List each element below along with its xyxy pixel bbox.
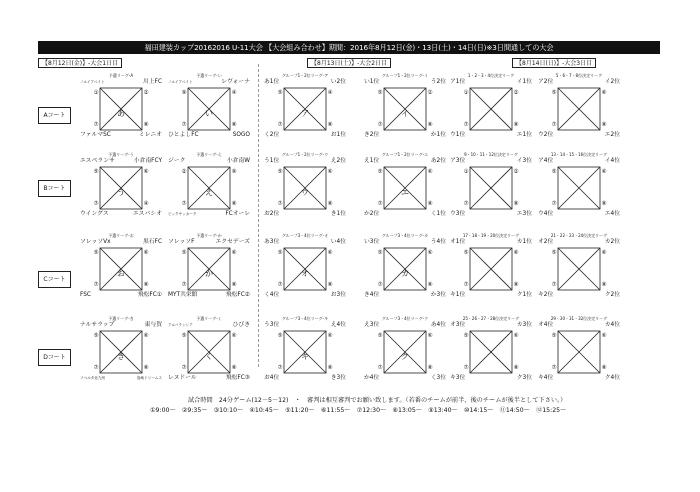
slot-number: ⑧	[513, 282, 519, 288]
court-a-label: Aコート	[38, 107, 71, 124]
team-top-right: い4位	[330, 239, 346, 245]
match-block	[166, 316, 252, 383]
match-block	[262, 233, 348, 300]
slot-number: ⑧	[231, 282, 237, 288]
match-header: グループ3・4位リーグ-オ	[281, 233, 329, 238]
slot-number: ⑧	[143, 122, 149, 128]
team-top-right: え2位	[330, 158, 346, 164]
slot-number: ⑥	[601, 333, 607, 339]
team-bottom-left: キ1位	[450, 292, 466, 298]
court-b-label: Bコート	[38, 180, 71, 197]
slot-number: ⑤	[277, 250, 283, 256]
team-top-left: ア3位	[450, 158, 466, 164]
team-top-right: レヴォーナ	[221, 79, 250, 85]
team-top-left: あ3位	[264, 239, 280, 245]
team-top-left: オ2位	[538, 239, 554, 245]
slot-number: ⑤	[181, 250, 187, 256]
team-bottom-left: ソベルタ北九州	[80, 376, 106, 380]
team-bottom-right: 飛松FC③	[225, 375, 250, 381]
slot-number: ⑦	[277, 282, 283, 288]
team-bottom-right: 飛松FC②	[225, 292, 250, 298]
slot-number: ⑧	[601, 122, 607, 128]
slot-number: ⑧	[143, 282, 149, 288]
slot-number: ⑦	[551, 201, 557, 207]
team-bottom-left: ピックサッカーク	[168, 212, 197, 216]
team-bottom-right: エ1位	[516, 132, 532, 138]
match-block	[536, 152, 622, 219]
group-letter: き	[117, 352, 125, 361]
slot-number: ⑧	[327, 365, 333, 371]
slot-number: ⑥	[327, 333, 333, 339]
team-bottom-left: ひとよしFC	[168, 132, 199, 138]
slot-number: ⑧	[427, 282, 433, 288]
match-header: グループ1・2位リーグ-イ	[381, 73, 429, 78]
match-header: 予選リーグ-う	[108, 152, 134, 157]
slot-number: ⑧	[143, 365, 149, 371]
match-block	[262, 73, 348, 140]
team-bottom-right: き1位	[330, 211, 346, 217]
match-header: 予選リーグ-い	[196, 73, 222, 78]
slot-number: ⑧	[601, 365, 607, 371]
team-bottom-left: キ2位	[538, 292, 554, 298]
team-bottom-right: ク3位	[516, 375, 532, 381]
slot-number: ⑨	[231, 169, 237, 175]
slot-number: ⑥	[143, 250, 149, 256]
team-bottom-left: か2位	[364, 211, 380, 217]
team-bottom-right: エスパシオ	[133, 211, 162, 217]
team-bottom-left: ウ1位	[450, 132, 466, 138]
match-header: 1・2・3・4位決定リーグ	[467, 73, 515, 78]
slot-number: ⑧	[427, 365, 433, 371]
team-top-left: ア1位	[450, 79, 466, 85]
team-top-left: い3位	[364, 239, 380, 245]
team-top-right: イ3位	[516, 158, 532, 164]
slot-number: ②	[181, 169, 187, 175]
slot-number: ⑦	[463, 201, 469, 207]
match-block	[448, 233, 534, 300]
team-top-left: ア4位	[538, 158, 554, 164]
slot-number: ②	[513, 169, 519, 175]
group-letter: オ	[301, 269, 309, 278]
slot-number: ⑧	[513, 365, 519, 371]
team-top-left: ナルサラップ	[80, 322, 115, 328]
team-bottom-left: く4位	[264, 292, 280, 298]
day2-label: 【8月13日(土)】-大会2日目	[307, 58, 391, 68]
team-top-left: い1位	[364, 79, 380, 85]
team-top-left: アルバランシア	[168, 323, 193, 327]
team-bottom-right: エ4位	[604, 211, 620, 217]
match-block	[78, 316, 164, 383]
group-letter: え	[205, 188, 213, 197]
match-block	[362, 152, 448, 219]
slot-number: ④	[327, 90, 333, 96]
slot-number: ⑤	[551, 169, 557, 175]
slot-number: ⑤	[551, 250, 557, 256]
team-bottom-left: ウイングス	[80, 211, 109, 217]
slot-number: ⑤	[93, 169, 99, 175]
match-header: グループ3・4位リーグ-カ	[381, 233, 429, 238]
match-header: 25・26・27・28位決定リーグ	[462, 316, 520, 321]
slot-number: ⑦	[551, 282, 557, 288]
team-bottom-right: FCオーレ	[225, 211, 250, 217]
team-top-right: イ2位	[604, 79, 620, 85]
team-bottom-left: FSC	[80, 292, 91, 298]
team-bottom-right: エ2位	[604, 132, 620, 138]
slot-number: ⑦	[377, 201, 383, 207]
slot-number: ②	[143, 90, 149, 96]
team-bottom-left: キ3位	[450, 375, 466, 381]
match-block	[166, 152, 252, 219]
team-top-right: カ2位	[604, 239, 620, 245]
slot-number: ⑦	[277, 365, 283, 371]
team-bottom-right: SOGO	[232, 132, 250, 138]
slot-number: ⑤	[463, 250, 469, 256]
team-top-left: ソレッソVx	[80, 239, 111, 245]
group-letter: く	[205, 352, 213, 361]
match-header: 予選リーグ-く	[196, 316, 222, 321]
team-bottom-left: き2位	[364, 132, 380, 138]
day1-label: 【8月12日(金)】-大会1日目	[38, 58, 122, 68]
team-top-right: イ1位	[516, 79, 532, 85]
slot-number: ⑤	[377, 333, 383, 339]
slot-number: ⑨	[181, 90, 187, 96]
match-block	[262, 316, 348, 383]
team-bottom-left: か4位	[364, 375, 380, 381]
team-top-left: え3位	[364, 322, 380, 328]
group-letter: カ	[401, 269, 409, 278]
team-bottom-right: ク2位	[604, 292, 620, 298]
slot-number: ⑧	[231, 365, 237, 371]
slot-number: ⑦	[551, 365, 557, 371]
slot-number: ⑦	[181, 282, 187, 288]
slot-number: ④	[231, 90, 237, 96]
group-letter: エ	[401, 188, 409, 197]
slot-number: ⑧	[427, 201, 433, 207]
match-block	[78, 233, 164, 300]
match-header: グループ1・2位リーグ-ア	[281, 73, 329, 78]
slot-number: ⑤	[277, 169, 283, 175]
team-top-right: 小倉南W	[226, 158, 250, 164]
slot-number: ⑦	[277, 122, 283, 128]
team-bottom-left: ウ4位	[538, 211, 554, 217]
match-block	[448, 73, 534, 140]
team-top-left: ソレッソF	[168, 239, 195, 245]
team-bottom-right: ク1位	[516, 292, 532, 298]
slot-number: ⑥	[601, 90, 607, 96]
slot-number: ⑦	[93, 122, 99, 128]
slot-number: ⑧	[513, 201, 519, 207]
slot-number: ⑧	[231, 201, 237, 207]
court-d-label: Dコート	[38, 349, 71, 366]
slot-number: ⑦	[181, 122, 187, 128]
match-header: 予選リーグ-お	[108, 233, 134, 238]
team-bottom-right: 飛松FC①	[137, 292, 162, 298]
match-header: グループ1・2位リーグ-ウ	[281, 152, 329, 157]
match-block	[536, 233, 622, 300]
slot-number: ⑦	[181, 201, 187, 207]
match-header: 予選リーグ-え	[196, 152, 222, 157]
footer-schedule: ①9:00～ ②9:35～ ③10:10～ ④10:45～ ⑤11:20～ ⑥11:55～ ⑦12:30～ ⑧13:05～ ⑨13:40～ ⑩14:15～ ⑪14:50～ ⑫15:25～	[150, 407, 567, 414]
match-header: 予選リーグ-き	[108, 316, 134, 321]
slot-number: ⑧	[327, 201, 333, 207]
team-top-left: オ1位	[450, 239, 466, 245]
slot-number: ②	[427, 90, 433, 96]
group-letter: あ	[117, 109, 125, 118]
team-top-right: カ1位	[516, 239, 532, 245]
team-top-right: イ4位	[604, 158, 620, 164]
day-divider	[258, 64, 259, 367]
group-letter: イ	[401, 109, 409, 118]
slot-number: ②	[513, 90, 519, 96]
slot-number: ⑤	[377, 250, 383, 256]
group-letter: ア	[301, 109, 309, 118]
team-bottom-right: エ3位	[516, 211, 532, 217]
team-bottom-right: お1位	[330, 132, 346, 138]
slot-number: ⑤	[277, 90, 283, 96]
team-top-left: ノルイアベイト	[168, 80, 193, 84]
team-bottom-left: MYT共栄館	[168, 292, 198, 298]
slot-number: ⑧	[601, 201, 607, 207]
footer-rules: 試合時間 24分ゲーム(12－5－12) ・ 審判は相互審判でお願い致します。（若番のチームが前半、後のチームが後半として下さい。）	[188, 397, 567, 404]
team-top-left: ノルイアベイト	[80, 80, 105, 84]
slot-number: ⑥	[427, 333, 433, 339]
slot-number: ⑥	[327, 250, 333, 256]
court-c-label: Cコート	[38, 271, 71, 288]
group-letter: お	[117, 269, 125, 278]
slot-number: ④	[143, 201, 149, 207]
match-block	[262, 152, 348, 219]
slot-number: ⑧	[327, 282, 333, 288]
match-block	[166, 233, 252, 300]
slot-number: ⑥	[327, 169, 333, 175]
slot-number: ⑧	[427, 122, 433, 128]
team-bottom-right: く3位	[430, 375, 446, 381]
match-header: 予選リーグ-A	[108, 73, 134, 78]
team-bottom-right: き3位	[330, 375, 346, 381]
slot-number: ⑦	[551, 122, 557, 128]
team-top-right: う4位	[430, 239, 446, 245]
group-letter: ク	[401, 352, 409, 361]
match-header: 予選リーグ-か	[196, 233, 222, 238]
team-top-left: オ3位	[450, 322, 466, 328]
slot-number: ⑤	[377, 90, 383, 96]
match-block	[78, 152, 164, 219]
match-header: 29・30・31・32位決定リーグ	[550, 316, 608, 321]
team-bottom-right: か3位	[430, 292, 446, 298]
team-top-right: 川上FC	[143, 79, 162, 85]
slot-number: ⑧	[601, 282, 607, 288]
slot-number: ⑥	[427, 169, 433, 175]
team-bottom-left: お2位	[264, 211, 280, 217]
match-header: 21・22・23・24位決定リーグ	[550, 233, 608, 238]
slot-number: ⑤	[463, 333, 469, 339]
slot-number: ⑦	[93, 201, 99, 207]
team-bottom-right: 島崎ドリームス	[136, 376, 162, 380]
team-bottom-left: キ4位	[538, 375, 554, 381]
team-top-right: エクセデーズ	[215, 239, 250, 245]
team-top-left: う3位	[264, 322, 280, 328]
team-top-left: え1位	[364, 158, 380, 164]
team-top-right: 黒石FC	[143, 239, 162, 245]
team-top-left: あ1位	[264, 79, 280, 85]
team-bottom-right: お3位	[330, 292, 346, 298]
match-header: 5・6・7・8位決定リーグ	[555, 73, 603, 78]
group-letter: キ	[301, 352, 309, 361]
slot-number: ⑦	[93, 365, 99, 371]
slot-number: ①	[463, 169, 469, 175]
slot-number: ⑥	[143, 169, 149, 175]
slot-number: ①	[93, 90, 99, 96]
slot-number: ⑦	[93, 282, 99, 288]
team-top-right: あ4位	[430, 322, 446, 328]
slot-number: ⑥	[601, 169, 607, 175]
team-bottom-right: ク4位	[604, 375, 620, 381]
slot-number: ⑥	[601, 250, 607, 256]
team-top-right: ひびき	[232, 322, 250, 328]
slot-number: ①	[463, 90, 469, 96]
match-header: 9・10・11・12位決定リーグ	[464, 152, 518, 157]
slot-number: ⑦	[463, 122, 469, 128]
team-bottom-right: か1位	[430, 132, 446, 138]
team-top-right: カ3位	[516, 322, 532, 328]
match-block	[362, 73, 448, 140]
slot-number: ⑥	[143, 333, 149, 339]
slot-number: ⑧	[513, 122, 519, 128]
match-block	[448, 152, 534, 219]
match-header: 17・18・19・20位決定リーグ	[462, 233, 520, 238]
team-bottom-right: ミレニオ	[138, 132, 162, 138]
slot-number: ⑤	[93, 333, 99, 339]
group-letter: ウ	[301, 188, 309, 197]
match-block	[536, 316, 622, 383]
slot-number: ⑥	[231, 333, 237, 339]
slot-number: ⑤	[277, 333, 283, 339]
team-top-left: ア2位	[538, 79, 554, 85]
team-bottom-left: ファルマSC	[80, 132, 111, 138]
match-block	[78, 73, 164, 140]
slot-number: ⑥	[427, 250, 433, 256]
slot-number: ⑤	[93, 250, 99, 256]
team-bottom-left: お4位	[264, 375, 280, 381]
slot-number: ⑦	[463, 282, 469, 288]
match-block	[362, 316, 448, 383]
slot-number: ⑦	[377, 365, 383, 371]
group-letter: か	[205, 269, 213, 278]
slot-number: ⑦	[463, 365, 469, 371]
team-bottom-right: く1位	[430, 211, 446, 217]
team-top-left: エスペランサ	[80, 158, 115, 164]
page-title: 福田建装カップ20162016 U-11大会 【大会組み合わせ】期間：2016年8月12日(金)・13日(土)・14日(日)※3日間通しての大会	[38, 41, 660, 54]
match-block	[536, 73, 622, 140]
slot-number: ⑤	[181, 333, 187, 339]
slot-number: ⑦	[181, 365, 187, 371]
match-header: グループ3・4位リーグ-キ	[281, 316, 329, 321]
team-top-right: 小倉南FCY	[133, 158, 162, 164]
team-bottom-left: く2位	[264, 132, 280, 138]
slot-number: ⑤	[377, 169, 383, 175]
team-bottom-left: ウ3位	[450, 211, 466, 217]
group-letter: う	[117, 188, 125, 197]
day3-label: 【8月14日(日)】-大会3日目	[512, 58, 596, 68]
team-top-right: え4位	[330, 322, 346, 328]
team-top-right: カ4位	[604, 322, 620, 328]
slot-number: ⑥	[231, 250, 237, 256]
team-bottom-left: ウ2位	[538, 132, 554, 138]
group-letter: い	[205, 109, 213, 118]
slot-number: ⑤	[551, 90, 557, 96]
slot-number: ⑦	[277, 201, 283, 207]
team-top-left: オ4位	[538, 322, 554, 328]
team-top-right: 東与賀	[144, 322, 162, 328]
match-block	[448, 316, 534, 383]
slot-number: ⑧	[327, 122, 333, 128]
team-top-right: い2位	[330, 79, 346, 85]
team-bottom-left: レヌドール	[168, 375, 197, 381]
team-top-right: あ2位	[430, 158, 446, 164]
match-header: グループ1・2位リーグ-エ	[381, 152, 429, 157]
team-top-right: う2位	[430, 79, 446, 85]
slot-number: ⑤	[551, 333, 557, 339]
slot-number: ⑧	[231, 122, 237, 128]
team-top-left: う1位	[264, 158, 280, 164]
slot-number: ⑦	[377, 122, 383, 128]
slot-number: ⑥	[513, 333, 519, 339]
team-bottom-left: き4位	[364, 292, 380, 298]
team-top-left: ジーク	[168, 158, 186, 164]
match-header: 13・14・15・16位決定リーグ	[550, 152, 608, 157]
match-block	[362, 233, 448, 300]
match-block	[166, 73, 252, 140]
match-header: グループ3・4位リーグ-ク	[381, 316, 429, 321]
slot-number: ⑦	[377, 282, 383, 288]
slot-number: ⑥	[513, 250, 519, 256]
